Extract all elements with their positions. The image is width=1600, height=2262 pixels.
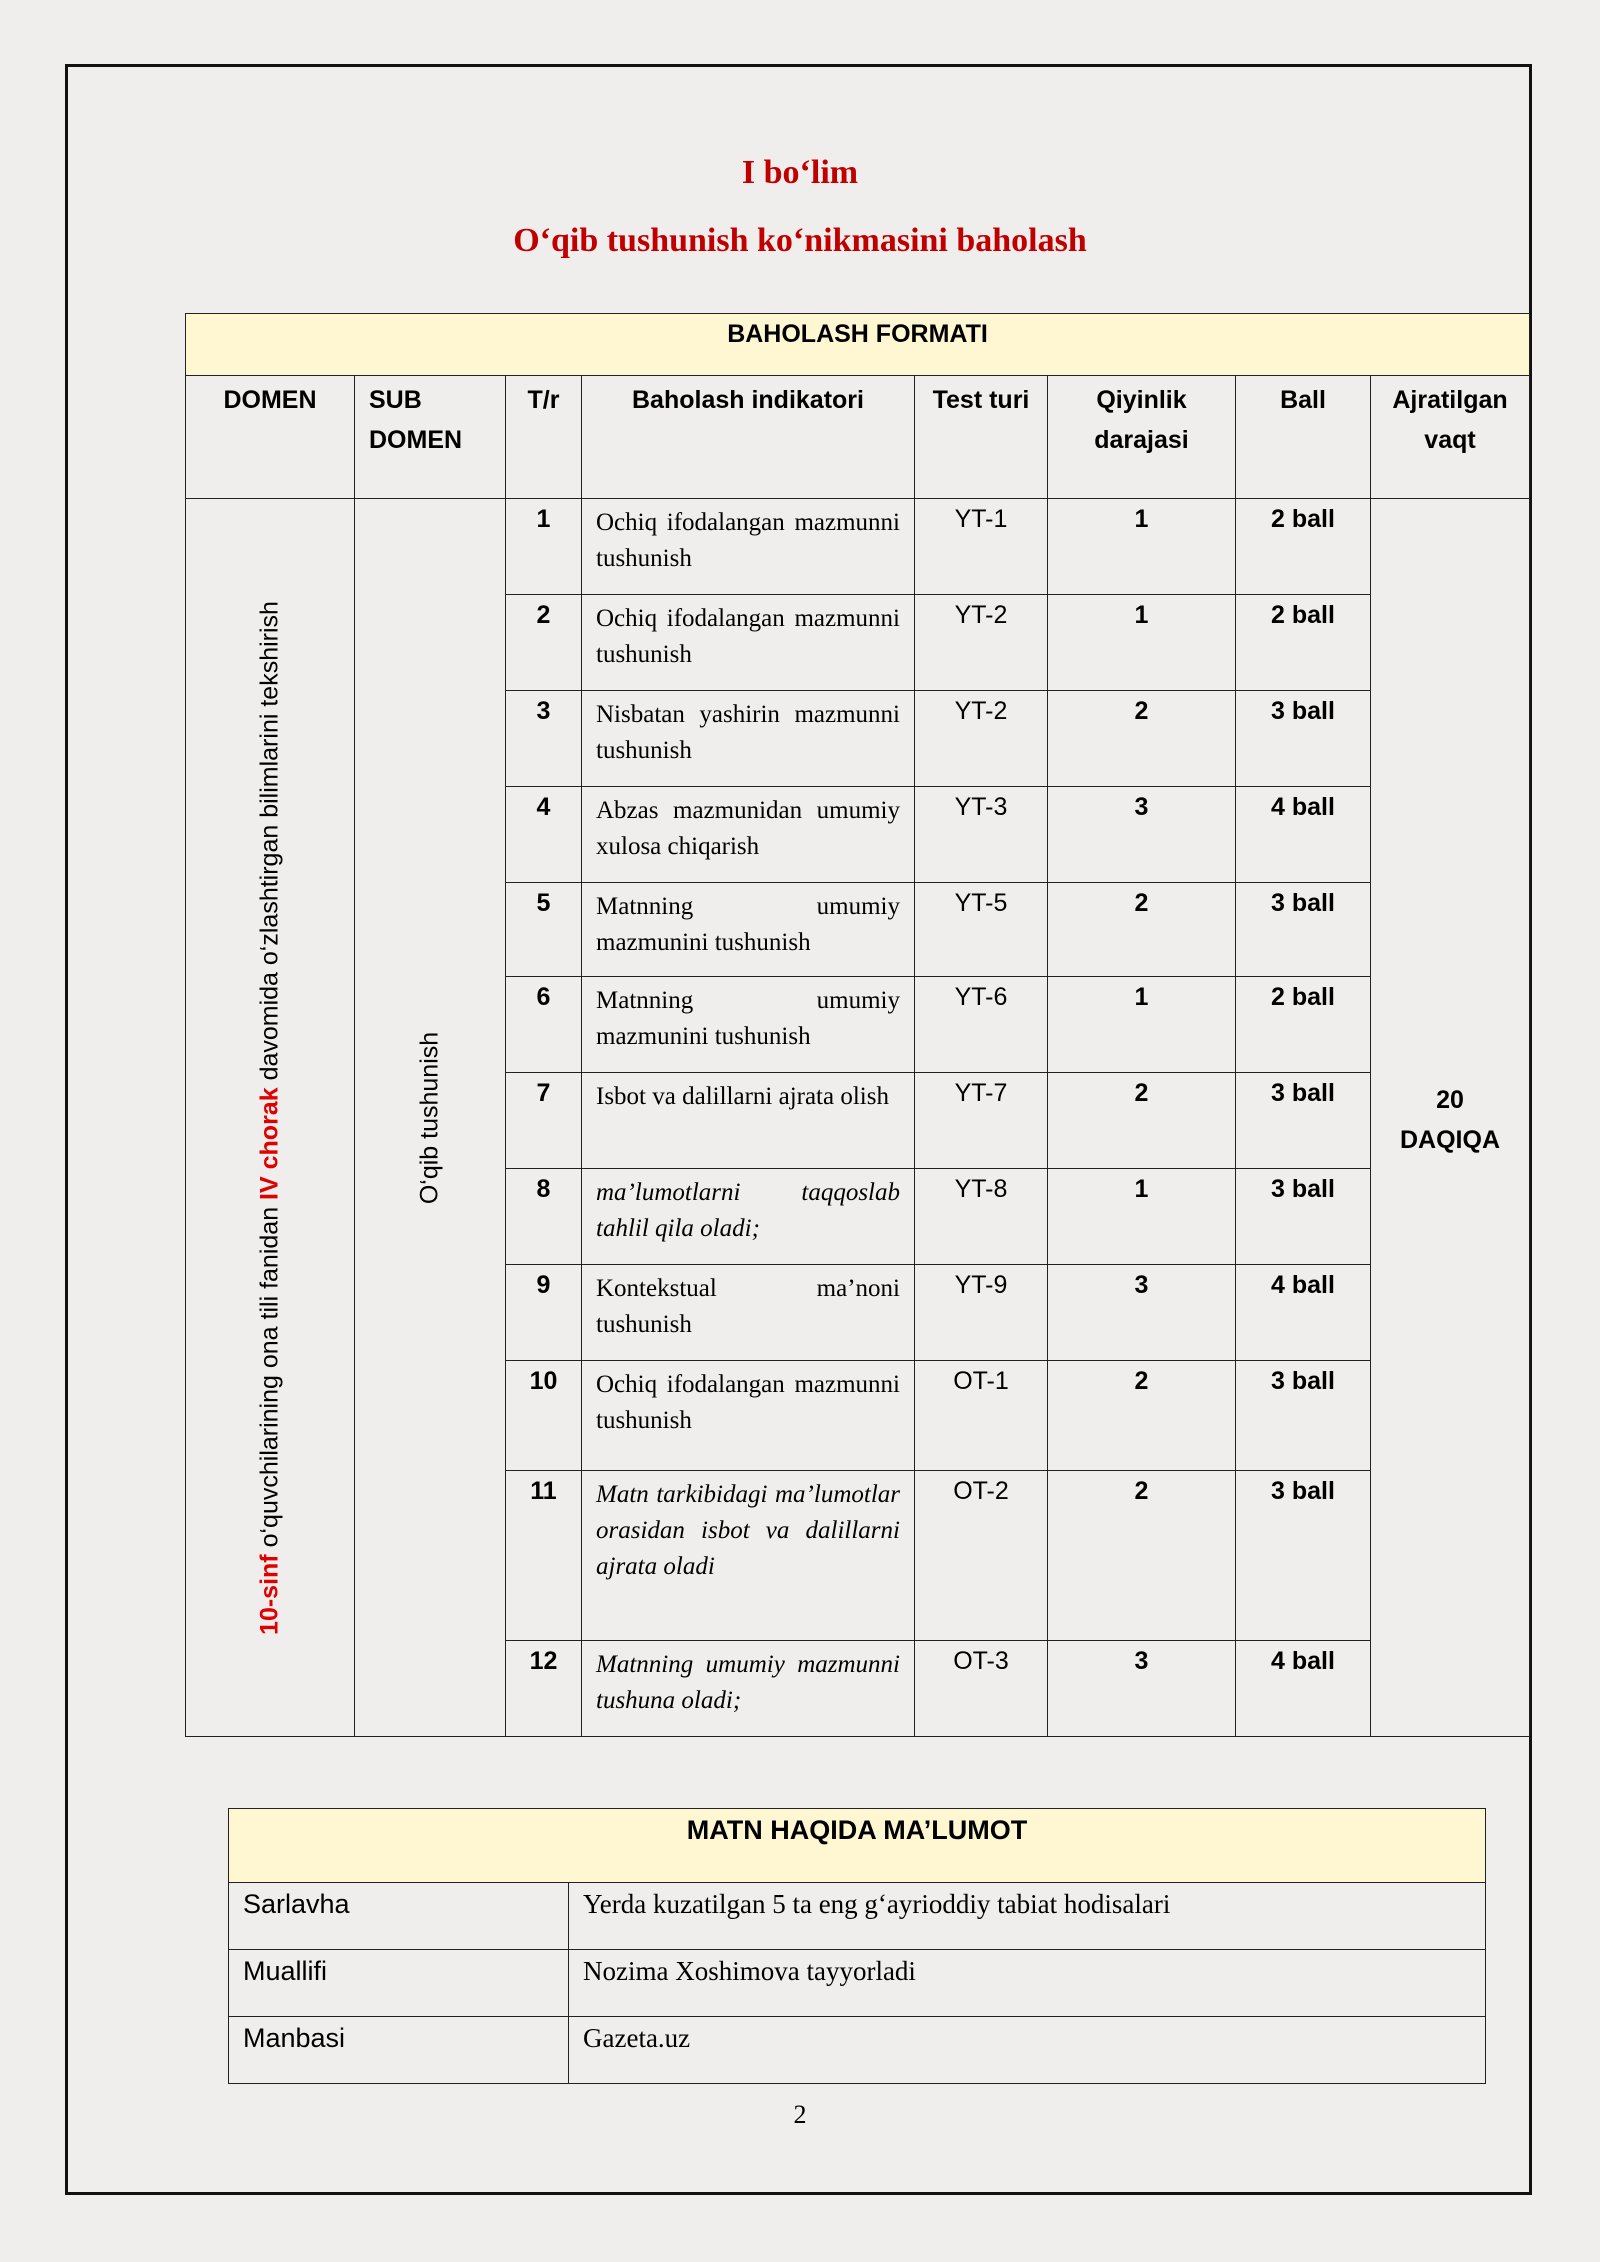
ball-value: 3 ball — [1236, 1471, 1371, 1641]
domain-text — [256, 601, 285, 1635]
col-ball: Ball — [1236, 376, 1371, 499]
indicator-text: ma’lumotlarni taqqoslab tahlil qila oladi; — [582, 1169, 915, 1265]
row-number: 4 — [506, 787, 582, 883]
row-number: 11 — [506, 1471, 582, 1641]
col-subdomen-line1: SUB — [369, 386, 422, 414]
col-indicator: Baholash indikatori — [582, 376, 915, 499]
ball-value: 2 ball — [1236, 595, 1371, 691]
indicator-text: Ochiq ifodalangan mazmunni tushunish — [582, 1361, 915, 1471]
difficulty-level: 1 — [1048, 1169, 1236, 1265]
indicator-text: Ochiq ifodalangan mazmunni tushunish — [582, 595, 915, 691]
difficulty-level: 2 — [1048, 1361, 1236, 1471]
domain-grade: 10-sinf — [255, 1553, 284, 1635]
time-value: 20 — [1436, 1086, 1464, 1114]
section-title: I bo‘lim — [741, 154, 859, 191]
row-number: 3 — [506, 691, 582, 787]
info-caption: MATN HAQIDA MA’LUMOT — [229, 1809, 1486, 1883]
ball-value: 3 ball — [1236, 1073, 1371, 1169]
indicator-text: Matnning umumiy mazmunini tushunish — [582, 883, 915, 977]
domain-text-part2: davomida o‘zlashtirgan bilimlarini tekshirish — [255, 600, 284, 1087]
format-caption: BAHOLASH FORMATI — [186, 314, 1530, 376]
difficulty-level: 1 — [1048, 595, 1236, 691]
row-number: 6 — [506, 977, 582, 1073]
test-type: YT-7 — [915, 1073, 1048, 1169]
col-subdomen-line2: DOMEN — [369, 426, 463, 454]
test-type: YT-1 — [915, 499, 1048, 595]
difficulty-level: 1 — [1048, 499, 1236, 595]
info-row — [229, 1950, 1486, 2017]
col-subdomen — [355, 376, 506, 499]
table-row — [186, 499, 1530, 595]
row-number: 2 — [506, 595, 582, 691]
row-number: 1 — [506, 499, 582, 595]
indicator-text: Ochiq ifodalangan mazmunni tushunish — [582, 499, 915, 595]
row-number: 5 — [506, 883, 582, 977]
format-header-row — [186, 376, 1530, 499]
time-unit: DAQIQA — [1400, 1126, 1500, 1154]
test-type: YT-5 — [915, 883, 1048, 977]
ball-value: 3 ball — [1236, 1361, 1371, 1471]
test-type: YT-6 — [915, 977, 1048, 1073]
info-row — [229, 1883, 1486, 1950]
row-number: 7 — [506, 1073, 582, 1169]
ball-value: 4 ball — [1236, 787, 1371, 883]
ball-value: 4 ball — [1236, 1641, 1371, 1737]
difficulty-level: 2 — [1048, 883, 1236, 977]
page-number: 2 — [793, 2100, 807, 2129]
info-label: Muallifi — [229, 1950, 569, 2017]
row-number: 10 — [506, 1361, 582, 1471]
subdomain-text: O‘qib tushunish — [415, 1031, 444, 1204]
section-subtitle: O‘qib tushunish ko‘nikmasini baholash — [513, 222, 1087, 259]
ball-value: 3 ball — [1236, 883, 1371, 977]
indicator-text: Matnning umumiy mazmunini tushunish — [582, 977, 915, 1073]
test-type: YT-9 — [915, 1265, 1048, 1361]
difficulty-level: 2 — [1048, 1073, 1236, 1169]
row-number: 8 — [506, 1169, 582, 1265]
indicator-text: Isbot va dalillarni ajrata olish — [582, 1073, 915, 1169]
col-time: Ajratilgan vaqt — [1371, 376, 1530, 499]
ball-value: 4 ball — [1236, 1265, 1371, 1361]
difficulty-level: 2 — [1048, 1471, 1236, 1641]
test-type: YT-8 — [915, 1169, 1048, 1265]
domain-text-part1: o‘quvchilarining ona tili fanidan — [255, 1199, 284, 1554]
test-type: OT-1 — [915, 1361, 1048, 1471]
domain-quarter: IV chorak — [255, 1086, 284, 1200]
test-type: YT-3 — [915, 787, 1048, 883]
difficulty-level: 3 — [1048, 1265, 1236, 1361]
test-type: YT-2 — [915, 595, 1048, 691]
info-value: Nozima Xoshimova tayyorladi — [569, 1950, 1486, 2017]
row-number: 12 — [506, 1641, 582, 1737]
difficulty-level: 2 — [1048, 691, 1236, 787]
info-value: Gazeta.uz — [569, 2017, 1486, 2084]
test-type: YT-2 — [915, 691, 1048, 787]
info-label: Manbasi — [229, 2017, 569, 2084]
indicator-text: Abzas mazmunidan umumiy xulosa chiqarish — [582, 787, 915, 883]
difficulty-level: 1 — [1048, 977, 1236, 1073]
col-difficulty: Qiyinlik darajasi — [1048, 376, 1236, 499]
difficulty-level: 3 — [1048, 787, 1236, 883]
ball-value: 3 ball — [1236, 691, 1371, 787]
assessment-format-table — [185, 313, 1530, 1737]
domain-cell — [186, 499, 355, 1737]
test-type: OT-2 — [915, 1471, 1048, 1641]
info-row — [229, 2017, 1486, 2084]
indicator-text: Nisbatan yashirin mazmunni tushunish — [582, 691, 915, 787]
ball-value: 2 ball — [1236, 977, 1371, 1073]
info-label: Sarlavha — [229, 1883, 569, 1950]
row-number: 9 — [506, 1265, 582, 1361]
col-test-type: Test turi — [915, 376, 1048, 499]
indicator-text: Matnning umumiy mazmunni tushuna oladi; — [582, 1641, 915, 1737]
col-tr: T/r — [506, 376, 582, 499]
info-value: Yerda kuzatilgan 5 ta eng g‘ayrioddiy tabiat hodisalari — [569, 1883, 1486, 1950]
difficulty-level: 3 — [1048, 1641, 1236, 1737]
ball-value: 2 ball — [1236, 499, 1371, 595]
col-domen: DOMEN — [186, 376, 355, 499]
ball-value: 3 ball — [1236, 1169, 1371, 1265]
test-type: OT-3 — [915, 1641, 1048, 1737]
text-info-table — [228, 1808, 1486, 2084]
subdomain-cell — [355, 499, 506, 1737]
indicator-text: Matn tarkibidagi ma’lumotlar orasidan isbot va dalillarni ajrata oladi — [582, 1471, 915, 1641]
allotted-time-cell — [1371, 499, 1530, 1737]
indicator-text: Kontekstual ma’noni tushunish — [582, 1265, 915, 1361]
